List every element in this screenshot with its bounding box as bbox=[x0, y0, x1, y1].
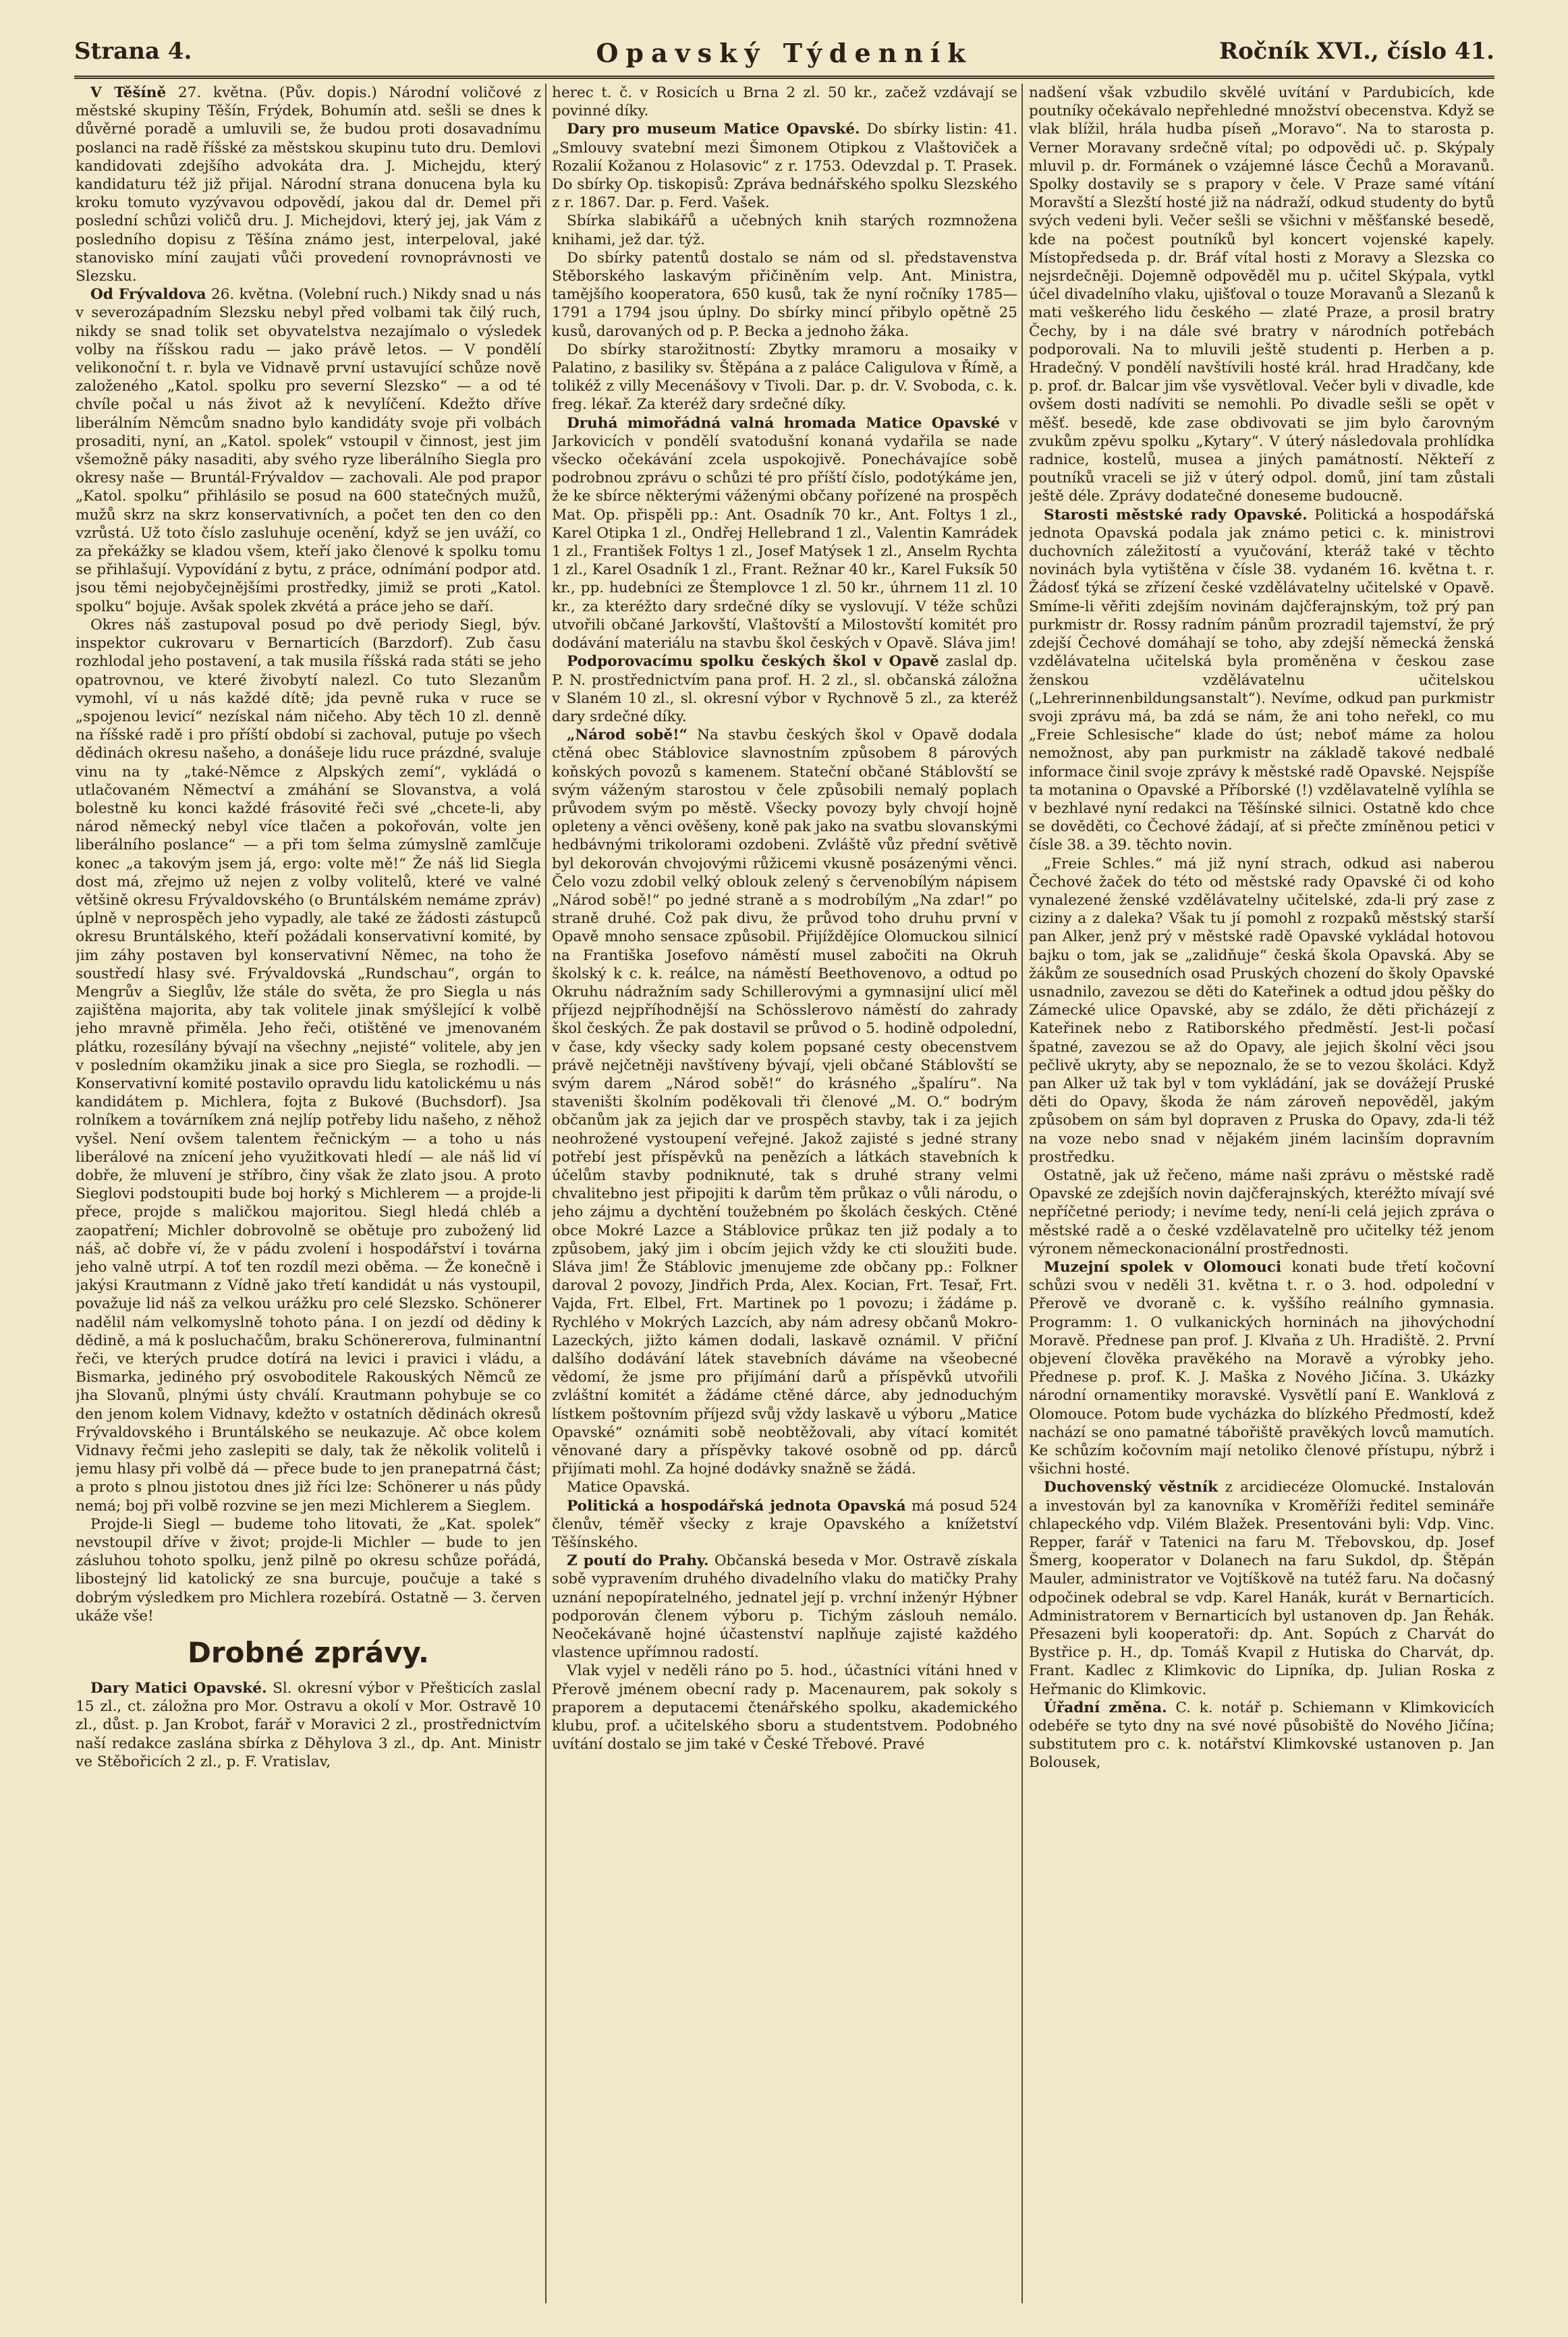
article-text: Do sbírky starožitností: Zbytky mramoru a mosaiky v Palatino, z basiliky sv. Štěpána a z paláce Caligulova v Římě, a tolikéž z villy Mecenášovy v Tivoli. Dar. p. dr. V. Svoboda, c. k. freg. lékař. Za kteréž dary srdečné díky. bbox=[552, 341, 1017, 414]
article-lead: V Těšíně bbox=[90, 84, 167, 101]
article-paragraph bbox=[76, 616, 541, 1515]
article-lead: Úřadní změna. bbox=[1044, 1699, 1167, 1716]
article-text: Okres náš zastupoval posud po dvě periody Siegl, býv. inspektor cukrovaru v Bernarticích (Barzdorf). Zub času rozhlodal jeho postavení, a tak musila říšská rada státi se jeho opatrovnou, ve které živobytí nalezl. Co tuto Slezanům vymohl, ví u nás každé dítě; jda pevně ruka v ruce se „spojenou levicí“ nezískal nám ničeho. Aby těch 10 zl. denně na říšské radě i pro příští období si zachoval, putuje po všech dědinách okresu našeho, a donášeje lidu ruce prázdné, svaluje vinu na ty „také-Němce z Alpských zemí“, vykládá o utlačovaném Němectví a zmáhání se Slovanstva, a volá bolestně ku konci každé frásovité řeči své „chcete-li, aby národ německý nebyl více tlačen a pokořován, volte jen liberálního poslance“ — a při tom šelma zúmyslně zamlčuje konec „a takovým jsem já, ergo: volte mě!“ Že náš lid Siegla dost má, zřejmo už nejen z volby volitelů, které ve valné většině okresu Frývaldovského (o Bruntálském nemáme zpráv) úplně v neprospěch jeho vypadly, ale také ze žádosti zástupců okresu Bruntálského, kteří požádali konservativní komité, by jim záhy postaven byl konservativní Němec, na toho že soustředí hlasy své. Frývaldovská „Rundschau“, orgán to Mengrův a Sieglův, lže stále do světa, že pro Siegla u nás zajištěna majorita, aby tak volitele jinak smýšlející k volbě jeho mravně přiměla. Jeho řeči, otištěné ve jmenovaném plátku, rozesílány bývají na všechny „nejisté“ volitele, aby jen v posledním okamžiku jinak a sice pro Siegla, se rozhodli. — Konservativní komité postavilo opravdu lidu katolickému u nás kandidátem p. Michlera, fojta z Bukové (Buchsdorf). Jsa rolníkem a továrníkem zná nejlíp potřeby lidu našeho, z něhož vyšel. Není ovšem talentem řečnickým — a toho u nás liberálové na znícení jeho využitkovati hledí — ale náš lid ví dobře, že mluvení je stříbro, činy však že zlato jsou. A proto Sieglovi podstoupiti bude boj horký s Michlerem — a projde-li přece, projde s maličkou majoritou. Siegl hledá chléb a zaopatření; Michler dobrovolně se obětuje pro zubožený lid náš, ač dobře ví, že v pádu zvolení i hospodářství i továrna jeho valně utrpí. A toť ten rozdíl mezi oběma. — Že konečně i jakýsi Krautmann z Vídně jako třetí kandidát u nás vystoupil, považuje lid náš za velkou urážku pro celé Slezsko. Schönerer nadělil nám velkomyslně tohoto pána. I on jezdí od dědiny k dědině, a má k posluchačům, braku Schönererova, fulminantní řeči, ve kterých prudce dotírá na levici i pravici i vládu, a Bismarka, jediného prý osvoboditele Rakouských Němců ze jha Slovanů, plnými ústy chválí. Krautmann pohybuje se co den jenom kolem Vidnavy, kdežto v ostatních dědinách okresů Frývaldovského i Bruntálského se neukazuje. Ač obce kolem Vidnavy řečmi jeho zaslepiti se daly, tak že několik volitelů i jemu hlasy při volbě dá — přece bude to jen pranepatrná část; a proto s plnou jistotou dnes již říci lze: Schönerer u nás půdy nemá; boj při volbě rozvine se jen mezi Michlerem a Sieglem. bbox=[76, 616, 541, 1515]
newspaper-title: Opavský Týdenník bbox=[596, 38, 973, 68]
article-text: Vlak vyjel v neděli ráno po 5. hod., účastníci vítáni hned v Přerově jménem obecní rady p. Macenaurem, pak sokoly s praporem a deputacemi čtenářského spolku, akademického klubu, prof. a učitelského sboru a studentstvem. Podobného uvítání dostalo se jim také v České Třebové. Pravé bbox=[552, 1662, 1017, 1753]
column-3 bbox=[1029, 84, 1494, 2310]
article-paragraph bbox=[552, 84, 1017, 120]
article-paragraph bbox=[552, 414, 1017, 653]
article-text: Sbírka slabikářů a učebných knih starých rozmnožena knihami, jež dar. týž. bbox=[552, 213, 1017, 248]
page-number: Strana 4. bbox=[74, 38, 192, 65]
article-text: herec t. č. v Rosicích u Brna 2 zl. 50 kr., začež vzdávají se povinné díky. bbox=[552, 84, 1017, 120]
article-text: Občanská beseda v Mor. Ostravě získala sobě vypravením druhého divadelního vlaku do matičky Prahy uznání nepopíratelného, jednatel její p. vrchní inženýr Hýbner podporován členem výboru p. Tichým záslouh nemálo. Neočekávaně hojné účastenství naplňuje zajisté každého vlastence upřímnou radostí. bbox=[552, 1552, 1017, 1662]
article-paragraph bbox=[552, 212, 1017, 248]
article-paragraph bbox=[1029, 1699, 1494, 1772]
header-rule bbox=[74, 76, 1494, 79]
article-paragraph bbox=[1029, 1478, 1494, 1698]
article-paragraph bbox=[76, 84, 541, 285]
article-lead: Od Frývaldova bbox=[90, 286, 206, 304]
article-lead: Muzejní spolek v Olomouci bbox=[1044, 1259, 1282, 1276]
article-lead: Dary pro museum Matice Opavské. bbox=[567, 121, 860, 138]
article-text: Ostatně, jak už řečeno, máme naši zprávu o městské radě Opavské ze zdejších novin dajčferajnských, kteréžto mívají své nepříčetné periody; i nevíme tedy, není-li celá jejich zpráva o městské radě a o české vzdělavatelně pro učitelky též jenom výronem německonacionální prostřednosti. bbox=[1029, 1166, 1494, 1258]
article-paragraph bbox=[552, 1497, 1017, 1552]
article-lead: Duchovenský věstník bbox=[1044, 1479, 1219, 1496]
column-divider bbox=[545, 84, 547, 2303]
article-paragraph bbox=[552, 1662, 1017, 1753]
article-text: z arcidiecéze Olomucké. Instalován a investován byl za kanovníka v Kroměříži ředitel semináře chlapeckého vdp. Vilém Blažek. Presentováni byli: Vdp. Vinc. Repper, farář v Tatenici na faru M. Třebovskou, dp. Josef Šmerg, kooperator v Dolanech na faru Sukdol, dp. Štěpán Mauler, administrator ve Vojtíškově na tutéž faru. Na dočasný odpočinek odebral se vdp. Karel Hanák, kurát v Bernarticích. Administratorem v Bernarticích byl ustanoven dp. Jan Řehák. Přesazeni byli kooperatoři: dp. Ant. Sopúch z Charvát do Bystřice p. H., dp. Tomáš Kvapil z Hutiska do Charvát, dp. Frant. Kadlec z Klimkovic do Lipníka, dp. Julian Roska z Heřmanic do Klimkovic. bbox=[1029, 1479, 1494, 1698]
article-text: 27. května. (Pův. dopis.) Národní voličové z městské skupiny Těšín, Frýdek, Bohumín atd. sešli se dnes k důvěrné poradě a umluvili se, že budou proti dosavadnímu poslanci na radě říšské za městskou skupinu tuto dru. Demlovi kandidovati zdejšího advokáta dra. J. Michejdu, který kandidaturu též již přijal. Národní strana donucena byla ku kroku tomuto vyzývavou odpovědí, jakou dal dr. Demel při poslední schůzi voličů dru. J. Michejdovi, který jej, jak Vám z posledního dopisu z Těšína známo jest, interpeloval, jaké stanovisko míní zaujati vůči provedení rovnoprávnosti ve Slezsku. bbox=[76, 84, 541, 285]
column-2 bbox=[552, 84, 1017, 2310]
article-paragraph bbox=[1029, 1258, 1494, 1478]
article-paragraph bbox=[1029, 1166, 1494, 1258]
article-text: Na stavbu českých škol v Opavě dodala ctěná obec Stáblovice slavnostním způsobem 8 párových koňských povozů s kamenem. Stateční občané Stáblovští se svým váženým starostou v čele způsobili nemalý poplach průvodem svým po městě. Všecky povozy byly chvojí hojně opleteny a věnci ověšeny, koně pak jako na svatbu slovanskými hedbávnými trikolorami ozdobeni. Zvláště vůz přední světivě byl dekorován chvojovými růžicemi vkusně posázenými věnci. Čelo vozu zdobil velký oblouk zelený s červenobílým nápisem „Národ sobě!“ po jedné straně a s modrobílým „Na zdar!“ po straně druhé. Což pak divu, že průvod toho druhu první v Opavě mnoho sensace způsobil. Přijíždějíce Olomuckou silnicí na Františka Josefovo náměstí musel zabočiti na Okruh školský k c. k. reálce, na náměstí Beethovenovo, a odtud po Okruhu nádražním sady Schillerovými a gymnasijní ulicí měl příjezd nejpříhodnější na Schösslerovo náměstí do zahrady škol českých. Že pak dostavil se průvod o 5. hodině odpolední, v čase, kdy všecky sady kolem popsané cesty obecenstvem právě nejčetněji navštíveny bývají, vjeli občané Stáblovští se svým darem „Národ sobě!“ do krásného „špalíru“. Na staveništi školním poděkovali tři členové „M. O.“ bodrým občanům jak za jejich dar ve prospěch stavby, tak i za jejich neohrožené vystoupení veřejné. Jakož zajisté s jedné strany potřebí jest příspěvků na penězích a látkách stavebních k účelům stavby podniknuté, tak s druhé strany velmi chvalitebno jest připojiti k darům těm průkaz o vůli národu, o jeho zájmu a dychtění toužebném po školách českých. Ctěné obce Mokré Lazce a Stáblovice průkaz ten již podaly a to způsobem, jaký jim i obcím jejich vždy ke cti sloužiti bude. Sláva jim! Že Stáblovic jmenujeme zde občany pp.: Folkner daroval 2 povozy, Jindřich Prda, Alex. Kocian, Frt. Tesař, Frt. Vajda, Frt. Elbel, Frt. Martinek po 1 povozu; i žádáme p. Rychlého v Mokrých Lazcích, aby nám adresy občanů Mokro-Lazeckých, jižto kámen dodali, laskavě oznámil. V přiční dalšího dodávání látek stavebních dáváme na všeobecné vědomí, že jsme pro přijímání darů a příspěvků utvořili zvláštní komitét a žádáme ctěné dárce, aby jednoduchým lístkem poštovním příjezd svůj vždy laskavě u výboru „Matice Opavské“ oznámiti sobě neobtěžovali, aby vítací komitét věnované dary a příspěvky takové osobně od pp. dárců přijímati mohl. Za hojné dodávky snažně se žádá. bbox=[552, 727, 1017, 1478]
article-paragraph bbox=[552, 249, 1017, 341]
article-paragraph bbox=[76, 1515, 541, 1625]
article-paragraph bbox=[552, 726, 1017, 1478]
article-lead: Druhá mimořádná valná hromada Matice Opavské bbox=[567, 414, 1001, 432]
article-lead: Podporovacímu spolku českých škol v Opavě bbox=[567, 653, 939, 671]
article-lead: Starosti městské rady Opavské. bbox=[1044, 506, 1308, 524]
article-lead: „Národ sobě!“ bbox=[567, 727, 688, 744]
section-heading: Drobné zprávy. bbox=[188, 1636, 429, 1670]
article-paragraph bbox=[76, 285, 541, 616]
article-text: má posud 524 členův, téměř všecky z kraje Opavského a knížetství Těšínského. bbox=[552, 1497, 1017, 1552]
article-paragraph bbox=[1029, 84, 1494, 506]
article-text: Do sbírky listin: 41. „Smlouvy svatební mezi Šimonem Otipkou z Vlaštoviček a Rozalií Kožanou z Holasovic“ z r. 1753. Odevzdal p. T. Prasek. Do sbírky Op. tiskopisů: Zpráva bednářského spolku Slezského z r. 1867. Dar. p. Ferd. Vašek. bbox=[552, 121, 1017, 212]
article-text: Matice Opavská. bbox=[567, 1479, 690, 1496]
issue-number: Ročník XVI., číslo 41. bbox=[1219, 38, 1494, 65]
article-text: Projde-li Siegl — budeme toho litovati, že „Kat. spolek“ nevstoupil dříve v život; projde-li Michler — bude to jen zásluhou tohoto spolku, jenž pilně po okresu schůze pořádá, libostejný lid katolický ze sna burcuje, poučuje a také s dobrým výsledkem pro Michlera rozebírá. Ostatně — 3. červen ukáže vše! bbox=[76, 1515, 541, 1625]
article-text: „Freie Schles.“ má již nyní strach, odkud asi naberou Čechové žaček do této od městské rady Opavské či od koho vynalezené ženské vzdělávatelny učitelské, zda-li prý zase z cizi​ny a z daleka? Však tu jí pomohl z rozpaků městský starší pan Alker, jenž prý v městské radě Opavské vykládal hotovou bajku o tom, jak se „zalidňuje“ česká škola Opavská. Aby se žákům ze sousedních osad Pruských chození do školy Opavské usnadnilo, zavezou se děti do Kateřinek a odtud jdou pěšky do Zámecké ulice Opavské, aby se zdálo, že děti přicházejí z Kateřinek nebo z Ratiborského předměstí. Jest-li počasí špatné, zavezou se až do Opavy, ale jejich školní věci jsou pečlivě ukryty, aby se nepoznalo, že se to vezou školáci. Když pan Alker už tak byl v tom vykládání, jak se dovážejí Pruské děti do Opavy, škoda že nám zároveň nepověděl, jakým způsobem on sám byl dopraven z Pruska do Opavy, zda-li též na voze nebo snad v nějakém jiném lacinším dopravním prostředku. bbox=[1029, 855, 1494, 1166]
article-paragraph bbox=[76, 1679, 541, 1771]
article-text: Politická a hospodářská jednota Opavská podala jak známo petici c. k. ministrovi duchovních záležitostí a vyučování, kteráž také v těchto novinách byla vytištěna v čísle 38. vydaném 16. května t. r. Žádosť týká se zřízení české vzdělávatelny učitelské v Opavě. Smíme-li věřiti zdejším novinám dajčferajnským, tož prý pan purkmistr dr. Rossy radním pánům prozradil tajemství, že prý zdejší Čechové domáhají se toho, aby zdejší německá ženská vzdělávatelna učitelská byla proměněna v českou zase ženskou vzdělávatelnu učitelskou („Lehrerinnenbildungsanstalt“). Nevíme, odkud pan purkmistr svoji zprávu má, ba zdá se nám, že ani toho neřekl, co mu „Freie Schlesische“ klade do úst; neboť máme za holou nemožnost, aby pan purkmistr na základě takové nedbalé informace činil svoje zprávy k městské radě Opavské. Nejspíše ta motanina o Opavské a Příborské (!) vzdělavatelně vylíhla se v bezhlavé nyní redakci na Těšínské silnici. Ostatně kdo chce se dověděti, co Čechové žádají, ať si přečte zmíněnou petici v čísle 38. a 39. těchto novin. bbox=[1029, 506, 1494, 854]
article-lead: Politická a hospodářská jednota Opavská bbox=[567, 1497, 906, 1515]
article-text: C. k. notář p. Schiemann v Klimkovicích odebéře se tyto dny na své nové působiště do Nového Jičína; substitutem pro c. k. notářství Klimkovské ustanoven p. Jan Bolousek, bbox=[1029, 1699, 1494, 1772]
article-paragraph bbox=[1029, 855, 1494, 1166]
article-text: zaslal dp. P. N. prostřednictvím pana prof. H. 2 zl., sl. občanská záložna v Slaném 10 zl., sl. okresní výbor v Rychnově 5 zl., za kteréž dary srdečné díky. bbox=[552, 653, 1017, 725]
article-paragraph bbox=[552, 1552, 1017, 1662]
article-lead: Dary Matici Opavské. bbox=[90, 1680, 267, 1697]
article-paragraph bbox=[552, 1478, 1017, 1496]
article-text: konati bude třetí kočovní schůzi svou v neděli 31. května t. r. o 3. hod. odpolední v Přerově ve dvoraně c. k. vyššího reálního gymnasia. Programm: 1. O vulkanických horninách na jihovýchodní Moravě. Přednese pan prof. J. Klvaňa z Uh. Hradiště. 2. První objevení člověka pravěkého na Moravě a výrobky jeho. Přednese p. prof. K. J. Maška z Nového Jičína. 3. Ukázky národní ornamentiky moravské. Vysvětlí paní E. Wanklová z Olomouce. Potom bude vycházka do blízkého Předmostí, kdež nachází se ono pamatné tábořiště pravěkých lovců mamutích. Ke schůzím kočovním mají netoliko členové přístupu, nýbrž i všichni hosté. bbox=[1029, 1259, 1494, 1478]
article-text: Sl. okresní výbor v Přešticích zaslal 15 zl., ct. záložna pro Mor. Ostravu a okolí v Mor. Ostravě 10 zl., důst. p. Jan Krobot, farář v Moravici 2 zl., prostřednictvím naší redakce zaslána sbírka z Děhylova 3 zl., dp. Ant. Ministr ve Stěbořicích 2 zl., p. F. Vratislav, bbox=[76, 1680, 541, 1770]
article-paragraph bbox=[552, 652, 1017, 726]
article-text: Do sbírky patentů dostalo se nám od sl. představenstva Stěborského laskavým přičiněním velp. Ant. Ministra, tamějšího kooperatora, 650 kusů, tak že nyní ročníky 1785—1791 a 1794 jsou úplny. Do sbírky mincí přibylo opětně 25 kusů, darovaných od p. P. Becka a jednoho žáka. bbox=[552, 249, 1017, 340]
article-lead: Z poutí do Prahy. bbox=[567, 1552, 709, 1570]
column-divider bbox=[1021, 84, 1023, 2303]
article-paragraph bbox=[552, 120, 1017, 212]
article-text: 26. května. (Volební ruch.) Nikdy snad u nás v severozápadním Slezsku nebyl před volbami tak čilý ruch, nikdy se snad tolik set obyvatelstva nezajímalo o výsledek volby na říšskou radu — jako právě letos. — V pondělí velikonoční t. r. byla ve Vidnavě první ustavující schůze nově založeného „Katol. spolku pro severní Slezsko“ — a od té chvíle počal u nás život až k nevylíčení. Kdežto dříve liberálním Němcům snadno bylo kandidáty svoje při volbách prosaditi, nyní, an „Katol. spolek“ vstoupil v činnost, jest jim všemožně páky nasaditi, aby svého ryze liberálního Siegla pro okresy naše — Bruntál-Frývaldov — zachovali. Ale pod prapor „Katol. spolku“ přihlásilo se posud na 600 statečných mužů, mužů skrz na skrz konservativních, a počet ten den co den vzrůstá. Už toto číslo zasluhuje ocenění, když se jen uváží, co za překážky se kladou všem, kteří jako členové k spolku tomu se přihlašují. Vypovídání z bytu, z práce, odnímání podpor atd. jsou těmi nejobyčejnějšími prostředky, jimiž se proti „Katol. spolku“ bojuje. Avšak spolek zkvétá a práce jeho se daří. bbox=[76, 286, 541, 615]
article-paragraph bbox=[1029, 506, 1494, 855]
article-text: v Jarkovicích v pondělí svatodušní konaná vydařila se nade všecko očekávání zcela uspokojivě. Ponechávajíce sobě podrobnou zprávu o schůzi té pro příští číslo, podotýkáme jen, že ke sbírce některými váženými občany pořízené na prospěch Mat. Op. přispěli pp.: Ant. Osadník 70 kr., Ant. Foltys 1 zl., Karel Otipka 1 zl., Ondřej Hellebrand 1 zl., Valentin Kamrádek 1 zl., František Foltys 1 zl., Josef Matýsek 1 zl., Anselm Rychta 1 zl., Karel Osadník 1 zl., Frant. Režnar 40 kr., Karel Fuksík 50 kr., pp. hudebníci ze Štemplovce 1 zl. 50 kr., úhrnem 11 zl. 10 kr., za kteréžto dary srdečné díky se vyslovují. V téže schůzi utvořili občané Jarkovští, Vlaštovští a Milostovští komitét pro dodávání materiálu na stavbu škol českých v Opavě. Sláva jim! bbox=[552, 414, 1017, 652]
article-paragraph bbox=[552, 341, 1017, 414]
article-text: nadšení však vzbudilo skvělé uvítání v Pardubicích, kde poutníky očekávalo nepřehledné množství obecenstva. Když se vlak blížil, hrála hudba píseň „Moravo“. Na to starosta p. Verner Moravany srdečně vítal; po odpovědi uč. p. Skýpaly mluvil p. dr. Formánek o vzájemné lásce Čechů a Moravanů. Spolky dostavily se s prapory v čele. V Praze samé vítání Moravští a Slezští hosté již na nádraží, odkud studenty do bytů svých vedeni byli. Večer sešli se všichni v měšťanské besedě, kde na počest poutníků byl koncert vojenské kapely. Místopředseda p. dr. Bráf vítal hosti z Moravy a Slezska co nejsrdečněji. Dojemně odpověděl mu p. učitel Skýpala, vytkl účel divadelního vlaku, ujišťoval o touze Moravanů a Slezanů k mati veškerého lidu českého — zlaté Praze, a prosil bratry Čechy, by i na dále své bratry v národních potřebách podporovali. Na to mluvili ještě studenti p. Herben a p. Hradečný. V pondělí navštívili hosté král. hrad Hradčany, kde p. prof. dr. Balcar jim vše vysvětloval. Večer byli v divadle, kde ovšem dosti nadíviti se nemohli. Po divadle sešli se opět v měšť. besedě, kde zase obdivovati se jim bylo čarovným zvukům zpěvu spolku „Kytary“. V úterý následovala prohlídka radnice, kostelů, musea a jiných památností. Někteří z poutníků vraceli se již v úterý odpol. domů, jiní tam zůstali ještě déle. Zprávy dodatečné doneseme budoucně. bbox=[1029, 84, 1494, 505]
column-1 bbox=[76, 84, 541, 2310]
page-header bbox=[74, 38, 1494, 73]
